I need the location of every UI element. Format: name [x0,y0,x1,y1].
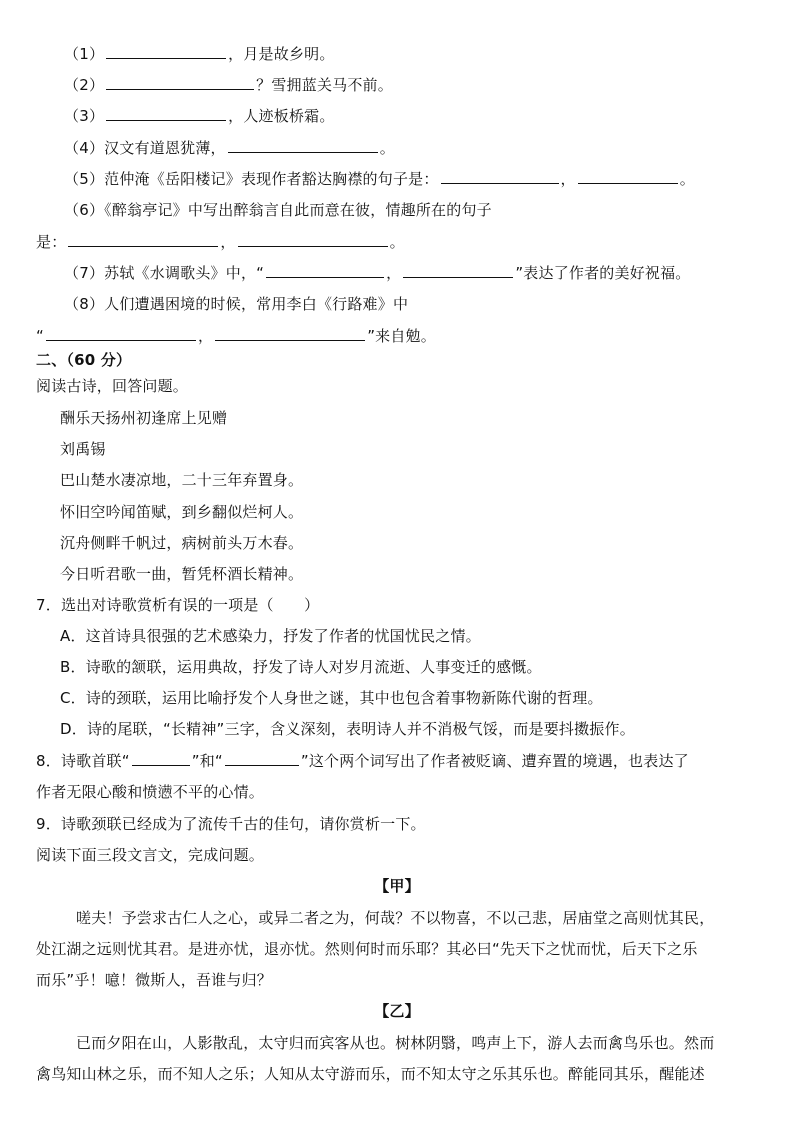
fill-item-8 [64,294,408,314]
section-intro: 阅读古诗，回答问题。 [36,377,189,395]
fill-item-7 [64,263,691,283]
item-text: 。 [389,233,405,251]
question-text: ”和“ [191,752,223,770]
answer-blank[interactable] [215,326,365,341]
poem-line: 巴山楚水凄凉地，二十三年弃置身。 [60,471,304,489]
fill-item-8-cont [36,326,436,346]
item-text: （2） [64,76,105,94]
item-text: （6）《醉翁亭记》中写出醉翁言自此而意在彼，情趣所在的句子 [64,201,492,219]
question-8-cont: 作者无限心酸和愤懑不平的心情。 [36,783,265,801]
item-text: ”表达了作者的美好祝福。 [515,264,691,282]
fill-item-6-cont [36,232,405,252]
answer-blank[interactable] [106,106,226,121]
answer-blank[interactable] [68,232,218,247]
question-8 [36,751,689,771]
fill-item-6 [64,200,492,220]
item-text: 。 [379,139,395,157]
question-7-stem: 7．选出对诗歌赏析有误的一项是（ ） [36,596,320,614]
item-text: （7）苏轼《水调歌头》中，“ [64,264,265,282]
item-text: ”来自勉。 [367,327,436,345]
option-d[interactable]: D．诗的尾联，“长精神”三字，含义深刻，表明诗人并不消极气馁，而是要抖擞振作。 [60,720,635,738]
answer-blank[interactable] [228,138,378,153]
fill-item-3 [64,106,335,126]
item-text: ， [197,327,214,345]
answer-blank[interactable] [441,169,559,184]
item-text: （3） [64,107,105,125]
answer-blank[interactable] [403,263,513,278]
answer-blank[interactable] [238,232,388,247]
item-text: （1） [64,45,105,63]
answer-blank[interactable] [46,326,196,341]
option-a[interactable]: A．这首诗具很强的艺术感染力，抒发了作者的忧国忧民之情。 [60,627,481,645]
option-b[interactable]: B．诗歌的颔联，运用典故，抒发了诗人对岁月流逝、人事变迁的感慨。 [60,658,542,676]
item-text: （5）范仲淹《岳阳楼记》表现作者豁达胸襟的句子是： [64,170,439,188]
reading-intro: 阅读下面三段文言文，完成问题。 [36,846,265,864]
question-text: 8．诗歌首联“ [36,752,130,770]
answer-blank[interactable] [132,751,190,766]
passage-jia-line: 嗟夫！予尝求古仁人之心，或异二者之为，何哉？不以物喜，不以己悲，居庙堂之高则忧其民， [76,909,715,927]
fill-item-2 [64,75,393,95]
item-text: （8）人们遭遇困境的时候，常用李白《行路难》中 [64,295,409,313]
item-text: ？雪拥蓝关马不前。 [256,76,393,94]
item-text: ， [220,233,236,251]
item-text: ，人迹板桥霜。 [228,107,335,125]
answer-blank[interactable] [106,75,254,90]
option-c[interactable]: C．诗的颈联，运用比喻抒发个人身世之谜，其中也包含着事物新陈代谢的哲理。 [60,689,603,707]
answer-blank[interactable] [106,44,226,59]
answer-blank[interactable] [225,751,299,766]
passage-yi-heading: 【乙】 [374,1002,420,1020]
fill-item-5 [64,169,695,189]
fill-item-4 [64,138,395,158]
poem-line: 怀旧空吟闻笛赋，到乡翻似烂柯人。 [60,503,304,521]
item-text: 。 [679,170,695,188]
item-text: ， [560,170,576,188]
passage-yi-line: 禽鸟知山林之乐，而不知人之乐；人知从太守游而乐，而不知太守之乐其乐也。醉能同其乐，醒能述 [36,1065,705,1083]
poem-author: 刘禹锡 [60,440,106,458]
item-text: 是： [36,233,67,251]
poem-title: 酬乐天扬州初逢席上见赠 [60,409,228,427]
passage-jia-line: 处江湖之远则忧其君。是进亦忧，退亦忧。然则何时而乐耶？其必曰“先天下之忧而忧，后天下之乐 [36,940,698,958]
passage-jia-heading: 【甲】 [374,877,420,895]
answer-blank[interactable] [578,169,678,184]
answer-blank[interactable] [266,263,384,278]
item-text: ， [386,264,402,282]
question-9: 9．诗歌颈联已经成为了流传千古的佳句，请你赏析一下。 [36,815,426,833]
poem-line: 今日听君歌一曲，暂凭杯酒长精神。 [60,565,304,583]
question-text: ”这个两个词写出了作者被贬谪、遭弃置的境遇，也表达了 [300,752,689,770]
fill-item-1 [64,44,335,64]
section-heading: 二、（60 分） [36,351,132,369]
item-text: ，月是故乡明。 [228,45,335,63]
passage-jia-line: 而乐”乎！噫！微斯人，吾谁与归？ [36,971,272,989]
item-text: （4）汉文有道恩犹薄， [64,139,226,157]
item-text: “ [36,327,44,345]
poem-line: 沉舟侧畔千帆过，病树前头万木春。 [60,534,304,552]
passage-yi-line: 已而夕阳在山，人影散乱，太守归而宾客从也。树林阴翳，鸣声上下，游人去而禽鸟乐也。然而 [76,1034,715,1052]
